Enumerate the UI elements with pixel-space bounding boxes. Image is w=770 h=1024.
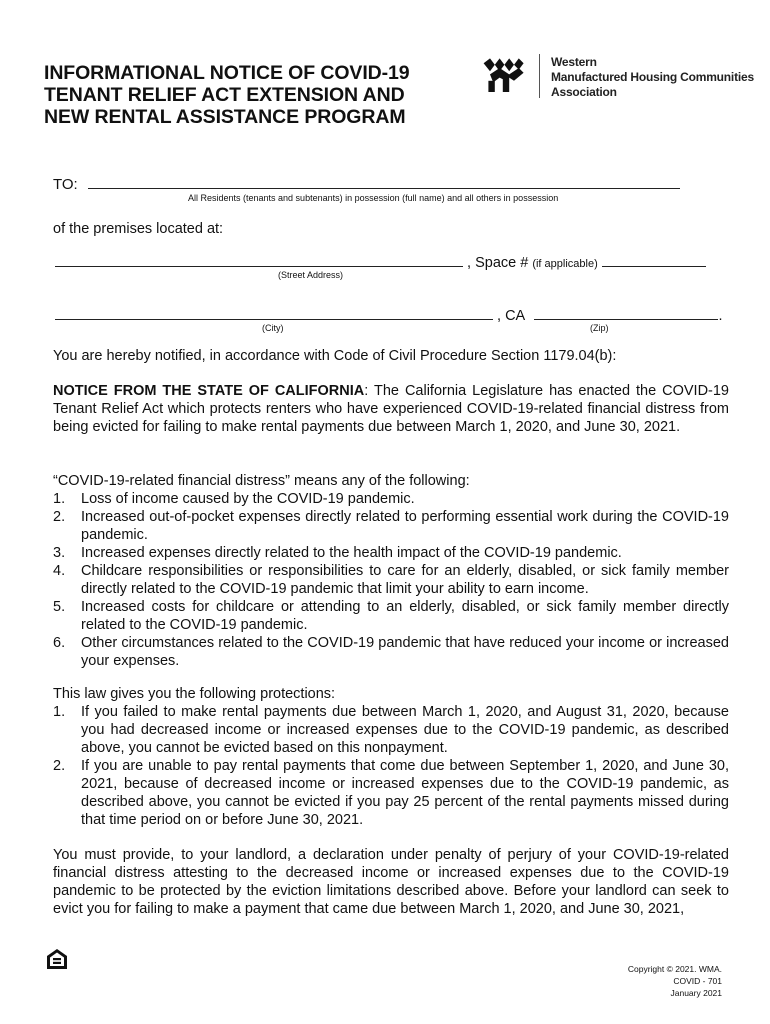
- logo-line-3: Association: [551, 85, 617, 99]
- to-field[interactable]: [88, 174, 680, 189]
- title-line-2: TENANT RELIEF ACT EXTENSION AND: [44, 84, 405, 106]
- state-notice-text: : The California Legislature has enacted the COVID-19 Tenant Relief Act which protects renters who have experienced COVID-19-related financial distress from being evicted for failing to make rental payments due between March 1, 2020, and June 30, 2021.: [53, 383, 729, 435]
- logo-divider: [539, 54, 540, 98]
- street-row: [55, 252, 706, 273]
- document-title: [44, 62, 464, 128]
- state-notice-heading: NOTICE FROM THE STATE OF CALIFORNIA: [53, 383, 365, 399]
- space-label: , Space #: [467, 255, 529, 271]
- to-field-row: [53, 174, 680, 193]
- ca-end: .: [718, 308, 723, 324]
- logo-text: [551, 55, 754, 100]
- list-item: 2. If you are unable to pay rental payments that come due between September 1, 2020, and June 30, 2021, because of decreased income or increased expenses due to the COVID-19 pandemic, as described above, you cannot be evicted if you pay 25 percent of the rental payments missed during that time period on or before June 30, 2021.: [53, 758, 729, 828]
- list-item: 1. Loss of income caused by the COVID-19 pandemic.: [53, 491, 415, 507]
- list-item: 6. Other circumstances related to the COVID-19 pandemic that have reduced your income or increased your expenses.: [53, 635, 729, 669]
- logo-line-1: Western: [551, 55, 597, 69]
- form-date: January 2021: [670, 988, 722, 998]
- title-line-3: NEW RENTAL ASSISTANCE PROGRAM: [44, 106, 406, 128]
- logo-line-2: Manufactured Housing Communities: [551, 70, 754, 84]
- space-note: (if applicable): [532, 258, 598, 270]
- distress-intro: “COVID-19-related financial distress” means any of the following:: [53, 473, 470, 489]
- list-item: 4. Childcare responsibilities or responsibilities to care for an elderly, disabled, or sick family member directly related to the COVID-19 pandemic that limit your ability to earn income.: [53, 563, 729, 597]
- zip-caption: (Zip): [590, 323, 609, 333]
- wmhca-logo-icon: [482, 54, 530, 98]
- protections: [53, 685, 729, 829]
- street-caption: (Street Address): [278, 270, 344, 280]
- title-line-1: INFORMATIONAL NOTICE OF COVID-19: [44, 62, 410, 84]
- ca-label: , CA: [497, 308, 525, 324]
- zip-field[interactable]: [534, 305, 718, 320]
- notified-statement: You are hereby notified, in accordance with Code of Civil Procedure Section 1179.04(b):: [53, 348, 617, 364]
- copyright-block: [628, 963, 722, 999]
- declaration-paragraph: You must provide, to your landlord, a declaration under penalty of perjury of your COVID-19-related financial distress attesting to the decreased income or increased expenses due to the COVID-19 pandemic to be protected by the eviction limitations described above. Before your landlord can seek to evict you for failing to make a payment that came due between March 1, 2020, and June 30, 2021,: [53, 847, 729, 917]
- list-item: 5. Increased costs for childcare or attending to an elderly, disabled, or sick family member directly related to the COVID-19 pandemic.: [53, 599, 729, 633]
- equal-housing-opportunity-icon: [46, 948, 68, 970]
- to-label: TO:: [53, 176, 78, 193]
- form-code: COVID - 701: [673, 976, 722, 986]
- to-caption: All Residents (tenants and subtenants) in possession (full name) and all others in possession: [188, 193, 559, 203]
- space-number-field[interactable]: [602, 252, 706, 267]
- street-address-field[interactable]: [55, 252, 463, 267]
- city-caption: (City): [262, 323, 284, 333]
- list-item: 1. If you failed to make rental payments due between March 1, 2020, and August 31, 2020, because you had decreased income or increased expenses due to the COVID-19 pandemic, as described above, you cannot be evicted based on this nonpayment.: [53, 704, 729, 756]
- city-field[interactable]: [55, 305, 493, 320]
- distress-definition: [53, 472, 729, 670]
- list-item: 3. Increased expenses directly related to the health impact of the COVID-19 pandemic.: [53, 545, 622, 561]
- premises-label: of the premises located at:: [53, 221, 224, 237]
- protections-intro: This law gives you the following protections:: [53, 686, 336, 702]
- list-item: 2. Increased out-of-pocket expenses directly related to performing essential work during the COVID-19 pandemic.: [53, 509, 729, 543]
- copyright-text: Copyright © 2021. WMA.: [627, 964, 722, 974]
- city-row: [55, 305, 723, 325]
- state-notice: [53, 382, 729, 436]
